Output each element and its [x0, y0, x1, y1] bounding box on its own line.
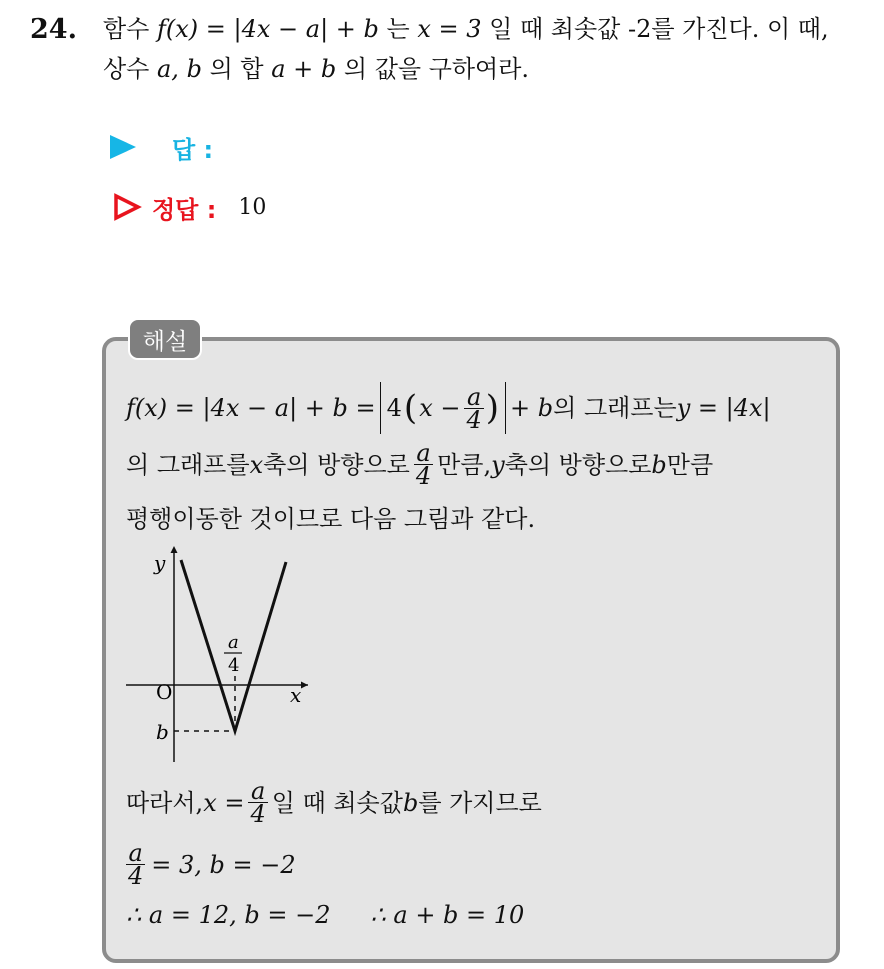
- explanation-tag: 해설: [128, 318, 202, 360]
- play-triangle-icon: [110, 135, 136, 159]
- origin-label: O: [156, 680, 173, 704]
- solution-row: [112, 190, 266, 224]
- question-line-2: 상수 a, b 의 합 a + b 의 값을 구하여라.: [103, 55, 530, 83]
- graph: [118, 540, 318, 770]
- answer-label: 답 :: [172, 135, 214, 164]
- y-axis-arrow-icon: [171, 546, 178, 553]
- explanation-line-2: 의 그래프를 x 축의 방향으로 $\frac{a}{4}$ 만큼, y 축의 방향으로 b 만큼: [126, 439, 714, 490]
- x-axis-arrow-icon: [301, 682, 308, 689]
- explanation-line-3: 평행이동한 것이므로 다음 그림과 같다.: [126, 505, 536, 533]
- explanation-line-4: 따라서, x = $\frac{a}{4}$ 일 때 최솟값 b 를 가지므로: [126, 777, 542, 828]
- a-label: a: [228, 632, 239, 653]
- question-line-1: 함수 f(x) = |4x − a| + b 는 x = 3 일 때 최솟값 -2를 가진다. 이 때,: [103, 15, 829, 43]
- question-number: 24.: [30, 14, 77, 45]
- explanation-line-6: ∴ a = 12, b = −2 ∴ a + b = 10: [126, 901, 525, 929]
- explanation-line-1: f(x) = |4x − a| + b = 4 ( x − $\frac{a}{4}$ ) + b 의 그래프는 y = |4x|: [126, 382, 771, 434]
- b-label: b: [156, 720, 169, 744]
- x-label: x: [290, 683, 302, 707]
- explanation-line-5: $\frac{a}{4}$ = 3, b = −2: [128, 839, 296, 890]
- outline-triangle-icon: [112, 192, 142, 222]
- solution-value: 10: [238, 194, 267, 220]
- y-label: y: [154, 551, 166, 575]
- answer-row: [110, 130, 213, 164]
- solution-label: 정답 :: [152, 195, 217, 224]
- four-label: 4: [228, 655, 240, 676]
